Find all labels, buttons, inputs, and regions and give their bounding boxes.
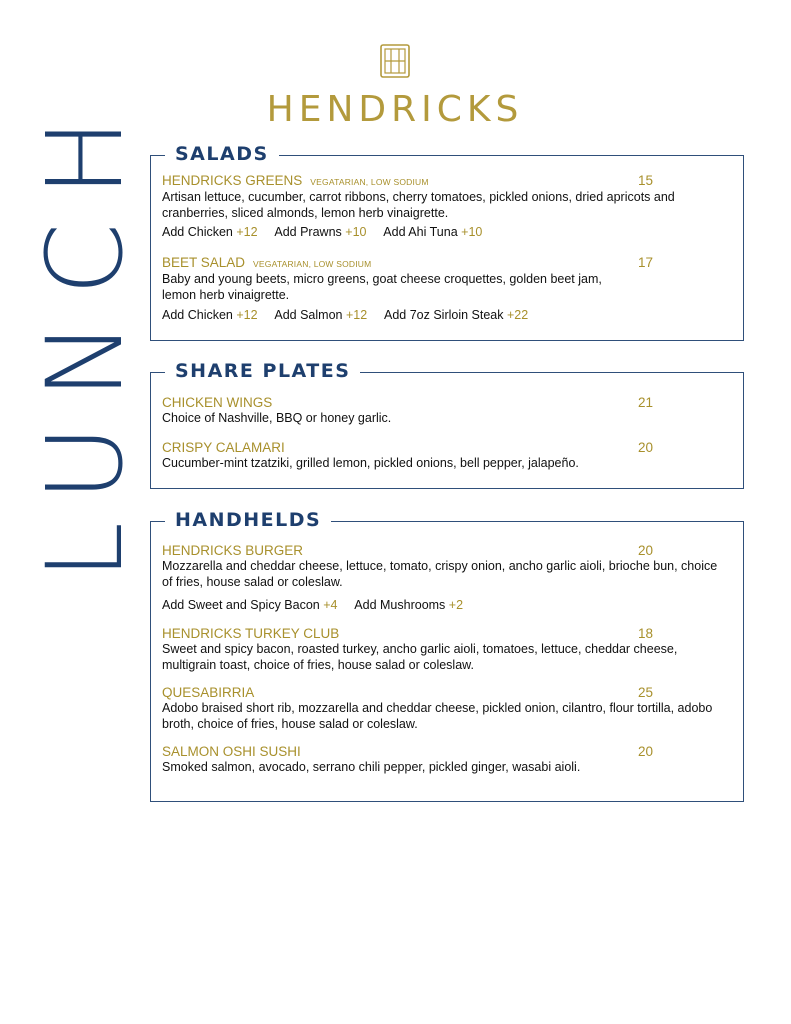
share-plates-section [150, 360, 744, 489]
item-description: Artisan lettuce, cucumber, carrot ribbons, cherry tomatoes, pickled onions, dried apricots and cranberries, sliced almonds, lemon herb vinaigrette. [162, 190, 675, 220]
item-tag: VEGATARIAN, LOW SODIUM [253, 259, 372, 269]
menu-item [162, 626, 722, 673]
addon: Add Mushrooms +2 [354, 598, 464, 612]
brand-name: HENDRICKS [266, 89, 524, 130]
item-price: 20 [638, 543, 654, 558]
salads-section [150, 143, 744, 341]
item-name: HENDRICKS BURGER [162, 543, 304, 558]
addon: Add Ahi Tuna +10 [383, 225, 483, 239]
addon: Add Sweet and Spicy Bacon +4 [162, 598, 338, 612]
addons-row [162, 225, 496, 240]
item-description: Mozzarella and cheddar cheese, lettuce, tomato, crispy onion, ancho garlic aioli, brioche bun, choice of fries, house salad or coleslaw. [162, 559, 718, 589]
item-price: 25 [638, 685, 654, 700]
section-title: SHARE PLATES [165, 356, 360, 386]
handhelds-section [150, 509, 744, 802]
item-description: Cucumber-mint tzatziki, grilled lemon, pickled onions, bell pepper, jalapeño. [162, 456, 579, 470]
item-name: SALMON OSHI SUSHI [162, 744, 301, 759]
item-price: 15 [638, 173, 654, 188]
item-price: 17 [638, 255, 654, 270]
item-description: Choice of Nashville, BBQ or honey garlic. [162, 411, 392, 425]
item-description: Baby and young beets, micro greens, goat cheese croquettes, golden beet jam, lemon herb vinaigrette. [162, 272, 602, 302]
item-name: HENDRICKS TURKEY CLUB [162, 626, 340, 641]
addon: Add Prawns +10 [274, 225, 367, 239]
item-name: BEET SALAD [162, 255, 246, 270]
page-title-vertical: LUNCH [24, 92, 146, 580]
addons-row [162, 308, 542, 323]
item-price: 20 [638, 744, 654, 759]
item-price: 21 [638, 395, 654, 410]
addon: Add Chicken +12 [162, 308, 258, 322]
hendricks-monogram-icon [380, 44, 410, 78]
item-price: 20 [638, 440, 654, 455]
item-description: Smoked salmon, avocado, serrano chili pepper, pickled ginger, wasabi aioli. [162, 760, 581, 774]
item-name: HENDRICKS GREENS [162, 173, 303, 188]
item-description: Adobo braised short rib, mozzarella and cheddar cheese, pickled onion, cilantro, flour tortilla, adobo broth, choice of fries, house salad or coleslaw. [162, 701, 713, 731]
menu-item [162, 543, 722, 590]
menu-item [162, 440, 722, 472]
brand-logo [262, 44, 528, 130]
addon: Add Salmon +12 [274, 308, 368, 322]
addon: Add 7oz Sirloin Steak +22 [383, 308, 529, 322]
section-title: HANDHELDS [165, 505, 331, 535]
menu-item [162, 744, 722, 776]
item-tag: VEGATARIAN, LOW SODIUM [310, 177, 429, 187]
addons-row [162, 598, 477, 613]
item-name: QUESABIRRIA [162, 685, 255, 700]
item-description: Sweet and spicy bacon, roasted turkey, ancho garlic aioli, tomatoes, lettuce, cheddar cheese, multigrain toast, choice of fries, house salad or coleslaw. [162, 642, 678, 672]
addon: Add Chicken +12 [162, 225, 258, 239]
menu-item [162, 255, 722, 303]
menu-item [162, 395, 722, 427]
item-name: CHICKEN WINGS [162, 395, 273, 410]
item-name: CRISPY CALAMARI [162, 440, 285, 455]
menu-item [162, 173, 722, 221]
item-price: 18 [638, 626, 654, 641]
section-title: SALADS [165, 139, 279, 169]
menu-item [162, 685, 722, 732]
